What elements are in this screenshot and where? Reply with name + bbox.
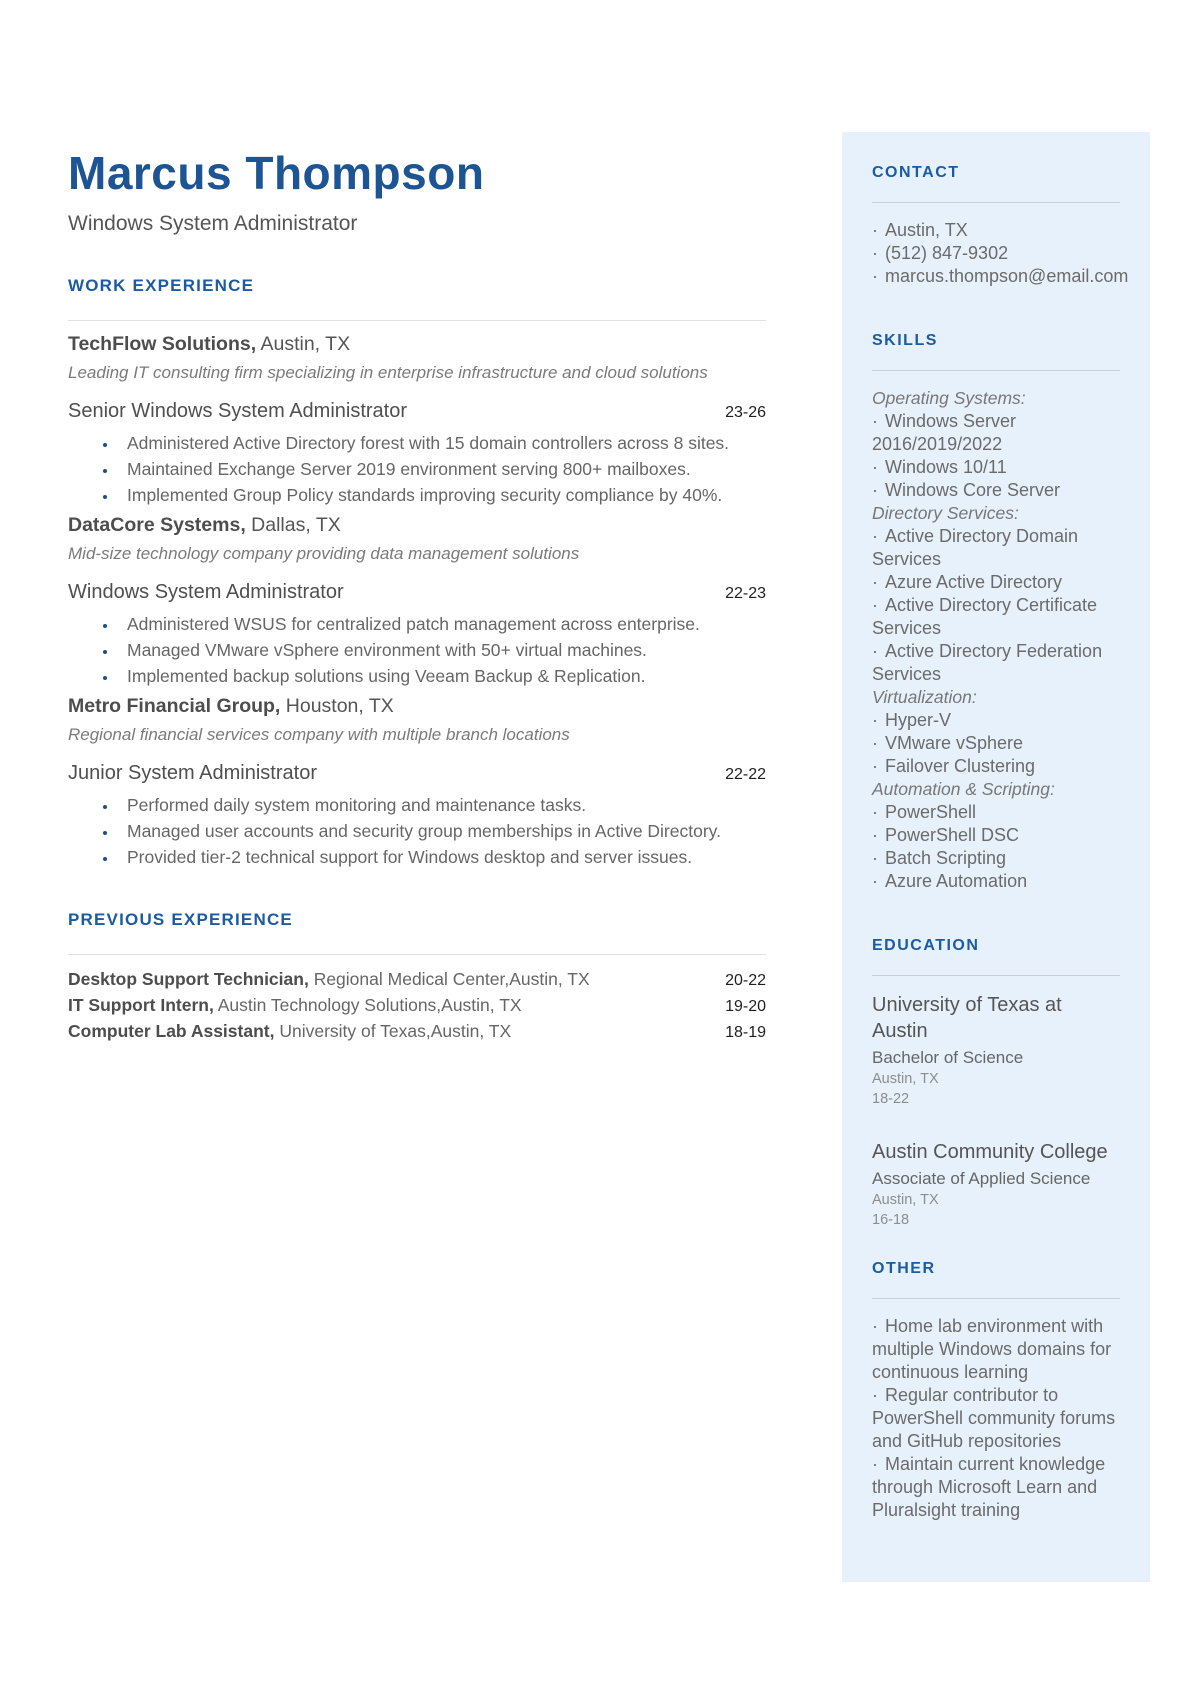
company-tagline: Mid-size technology company providing data management solutions	[68, 544, 580, 563]
bullet-dot: ·	[872, 1316, 878, 1336]
company-header	[68, 695, 766, 718]
skill-item: · Windows 10/11	[872, 457, 1007, 477]
skill-item: · PowerShell DSC	[872, 825, 1020, 845]
school-degree: Bachelor of Science	[872, 1048, 1024, 1067]
contact-email-text: marcus.thompson@email.com	[885, 266, 1129, 286]
school-degree: Associate of Applied Science	[872, 1169, 1091, 1188]
previous-role-dates: 19-20	[725, 998, 766, 1015]
other-item: · Home lab environment with multiple Windows domains for continuous learning	[872, 1316, 1112, 1382]
skill-item: · Azure Active Directory	[872, 572, 1063, 592]
role-bullet: • Implemented backup solutions using Veeam Backup & Replication.	[118, 663, 766, 689]
previous-role-org: Regional Medical Center,Austin, TX	[308, 969, 590, 989]
school-name: Austin Community College	[872, 1141, 1108, 1163]
company-tagline: Leading IT consulting firm specializing in enterprise infrastructure and cloud solutions	[68, 363, 708, 382]
company-location: Austin, TX	[256, 333, 351, 355]
role-bullet-list	[68, 792, 766, 870]
previous-role-title: Desktop Support Technician,	[68, 969, 309, 989]
main-column	[68, 146, 766, 1045]
other-item: · Maintain current knowledge through Microsoft Learn and Pluralsight training	[872, 1454, 1106, 1520]
role-header	[68, 762, 766, 785]
previous-experience-row	[68, 1019, 766, 1045]
bullet-dot: ·	[872, 825, 878, 845]
sidebar-section-skills	[872, 332, 1120, 893]
role-header	[68, 581, 766, 604]
skill-item: · Active Directory Certificate Services	[872, 595, 1098, 638]
bullet-dot: ·	[872, 480, 878, 500]
role-bullet: • Performed daily system monitoring and maintenance tasks.	[118, 792, 766, 818]
company-location: Dallas, TX	[245, 514, 341, 536]
bullet-dot: ·	[872, 243, 878, 263]
section-title-previous-experience: PREVIOUS EXPERIENCE	[68, 910, 293, 929]
role-bullet: • Administered Active Directory forest with 15 domain controllers across 8 sites.	[118, 430, 766, 456]
previous-role-title: Computer Lab Assistant,	[68, 1021, 275, 1041]
company-location: Houston, TX	[280, 695, 394, 717]
sidebar-heading-contact: CONTACT	[872, 164, 960, 181]
company-header	[68, 514, 766, 537]
bullet-dot: ·	[872, 641, 878, 661]
company-header	[68, 333, 766, 356]
previous-role	[68, 1019, 511, 1044]
bullet-dot: ·	[872, 411, 878, 431]
bullet-dot: ·	[872, 526, 878, 546]
company-tagline: Regional financial services company with multiple branch locations	[68, 725, 570, 744]
previous-experience-list	[68, 967, 766, 1045]
skill-item: · Windows Server 2016/2019/2022	[872, 411, 1017, 454]
school-dates: 16-18	[872, 1212, 910, 1228]
sidebar-divider	[872, 1298, 1120, 1299]
previous-role-org: Austin Technology Solutions,Austin, TX	[213, 995, 522, 1015]
bullet-dot: ·	[872, 710, 878, 730]
skill-item: · Batch Scripting	[872, 848, 1007, 868]
role-bullet: • Provided tier-2 technical support for Windows desktop and server issues.	[118, 844, 766, 870]
school-location: Austin, TX	[872, 1192, 939, 1208]
role-bullet: • Maintained Exchange Server 2019 environment serving 800+ mailboxes.	[118, 456, 766, 482]
skill-group-label: Virtualization:	[872, 687, 977, 707]
sidebar-heading-skills: SKILLS	[872, 332, 938, 349]
bullet-dot: ·	[872, 220, 878, 240]
skill-group-label: Automation & Scripting:	[872, 779, 1055, 799]
skill-item: · Failover Clustering	[872, 756, 1036, 776]
sidebar-heading-education: EDUCATION	[872, 937, 980, 954]
other-item: · Regular contributor to PowerShell community forums and GitHub repositories	[872, 1385, 1116, 1451]
bullet-dot: ·	[872, 572, 878, 592]
skill-group-label: Operating Systems:	[872, 388, 1026, 408]
school-name: University of Texas at Austin	[872, 994, 1062, 1042]
previous-role	[68, 993, 522, 1018]
previous-experience-row	[68, 967, 766, 993]
previous-role-title: IT Support Intern,	[68, 995, 214, 1015]
sidebar-heading-other: OTHER	[872, 1260, 936, 1277]
company-name: TechFlow Solutions,	[68, 333, 257, 355]
bullet-dot: ·	[872, 1454, 878, 1474]
role-bullet: • Administered WSUS for centralized patch management across enterprise.	[118, 611, 766, 637]
sidebar-divider	[872, 975, 1120, 976]
previous-experience-row	[68, 993, 766, 1019]
role-dates: 22-22	[725, 766, 766, 783]
person-job-title: Windows System Administrator	[68, 212, 358, 235]
previous-role-org: University of Texas,Austin, TX	[274, 1021, 512, 1041]
role-title: Senior Windows System Administrator	[68, 400, 408, 422]
role-bullet: • Managed user accounts and security group memberships in Active Directory.	[118, 818, 766, 844]
school-dates: 18-22	[872, 1091, 910, 1107]
bullet-dot: ·	[872, 1385, 878, 1405]
education-entry	[872, 1139, 1120, 1230]
sidebar-divider	[872, 370, 1120, 371]
contact-location-text: Austin, TX	[885, 220, 968, 240]
section-divider	[68, 954, 766, 955]
skill-item: · PowerShell	[872, 802, 977, 822]
skill-item: · Hyper-V	[872, 710, 952, 730]
sidebar-section-education	[872, 937, 1120, 1230]
bullet-dot: ·	[872, 733, 878, 753]
skill-item: · Windows Core Server	[872, 480, 1061, 500]
company-name: Metro Financial Group,	[68, 695, 281, 717]
sidebar-section-contact	[872, 164, 1129, 288]
role-bullet-list	[68, 611, 766, 689]
bullet-dot: ·	[872, 756, 878, 776]
contact-email	[872, 265, 1129, 288]
section-title-work-experience: WORK EXPERIENCE	[68, 276, 255, 295]
sidebar-divider	[872, 202, 1120, 203]
role-bullet: • Implemented Group Policy standards improving security compliance by 40%.	[118, 482, 766, 508]
previous-role	[68, 967, 590, 992]
skill-item: · Azure Automation	[872, 871, 1028, 891]
education-entry	[872, 992, 1120, 1109]
sidebar-section-other	[872, 1260, 1120, 1522]
previous-role-dates: 20-22	[725, 972, 766, 989]
role-header	[68, 400, 766, 423]
skill-item: · Active Directory Federation Services	[872, 641, 1103, 684]
bullet-dot: ·	[872, 802, 878, 822]
role-title: Windows System Administrator	[68, 581, 344, 603]
bullet-dot: ·	[872, 871, 878, 891]
previous-role-dates: 18-19	[725, 1024, 766, 1041]
bullet-dot: ·	[872, 457, 878, 477]
bullet-dot: ·	[872, 595, 878, 615]
skill-item: · Active Directory Domain Services	[872, 526, 1079, 569]
company-name: DataCore Systems,	[68, 514, 246, 536]
bullet-dot: ·	[872, 848, 878, 868]
role-bullet-list	[68, 430, 766, 508]
contact-phone-text: (512) 847-9302	[885, 243, 1009, 263]
sidebar	[842, 132, 1150, 1582]
school-location: Austin, TX	[872, 1071, 939, 1087]
skill-item: · VMware vSphere	[872, 733, 1024, 753]
role-dates: 22-23	[725, 585, 766, 602]
role-dates: 23-26	[725, 404, 766, 421]
person-name: Marcus Thompson	[68, 147, 485, 199]
skill-group-label: Directory Services:	[872, 503, 1019, 523]
contact-phone	[872, 242, 1120, 265]
role-bullet: • Managed VMware vSphere environment with 50+ virtual machines.	[118, 637, 766, 663]
role-title: Junior System Administrator	[68, 762, 317, 784]
section-divider	[68, 320, 766, 321]
bullet-dot: ·	[872, 266, 878, 286]
contact-location	[872, 219, 1120, 242]
